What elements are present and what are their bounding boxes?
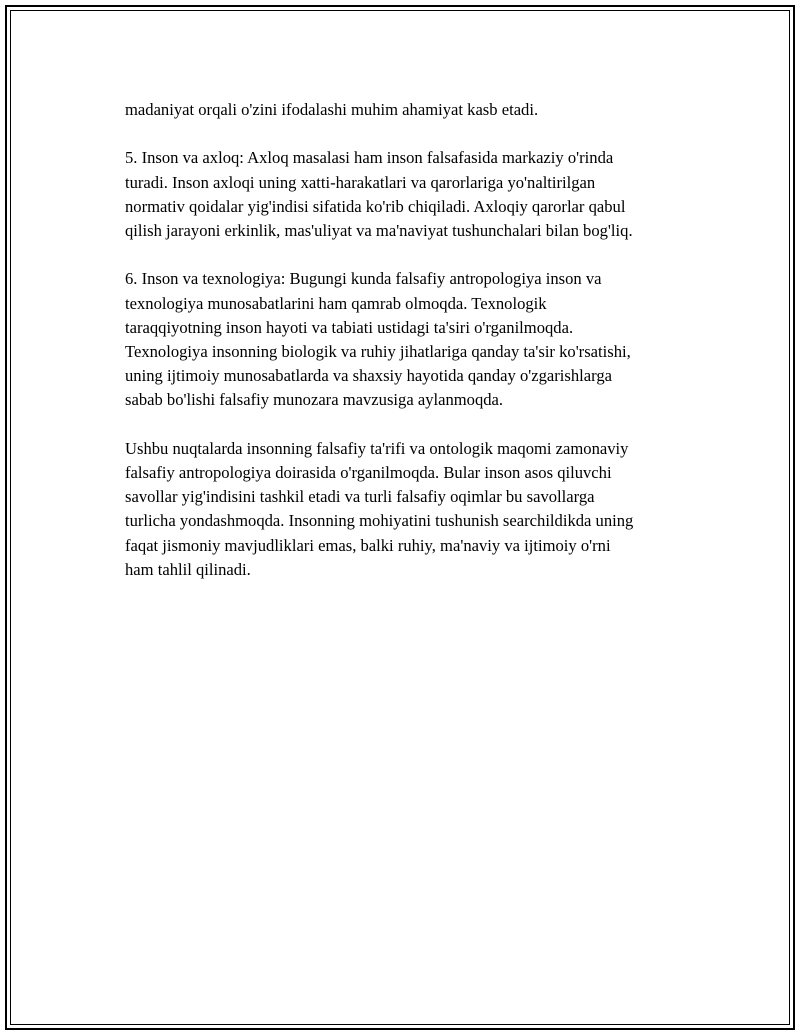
paragraph-technology: 6. Inson va texnologiya: Bugungi kunda falsafiy antropologiya inson va texnologiya munosabatlarini ham qamrab olmoqda. Texnologik taraqqiyotning inson hayoti va tabiati ustidagi ta'siri o'rganilmoqda. Texnologiya insonning biologik va ruhiy jihatlariga qanday ta'sir ko'rsatishi, uning ijtimoiy munosabatlarda va shaxsiy hayotida qanday o'zgarishlarga sabab bo'lishi falsafiy munozara mavzusiga aylanmoqda. xyxy=(125,269,631,410)
document-body xyxy=(125,98,695,606)
paragraph-conclusion: Ushbu nuqtalarda insonning falsafiy ta'rifi va ontologik maqomi zamonaviy falsafiy antropologiya doirasida o'rganilmoqda. Bular inson asos qiluvchi savollar yig'indisini tashkil etadi va turli falsafiy oqimlar bu savollarga turlicha yondashmoqda. Insonning mohiyatini tushunish searchildikda uning faqat jismoniy mavjudliklari emas, balki ruhiy, ma'naviy va ijtimoiy o'rni ham tahlil qilinadi. xyxy=(125,438,634,579)
paragraph-continuation: madaniyat orqali o'zini ifodalashi muhim ahamiyat kasb etadi. xyxy=(125,100,539,119)
page-frame xyxy=(5,5,795,1030)
paragraph-ethics: 5. Inson va axloq: Axloq masalasi ham inson falsafasida markaziy o'rinda turadi. Inson axloqi uning xatti-harakatlari va qarorlariga yo'naltirilgan normativ qoidalar yig'indisi sifatida ko'rib chiqiladi. Axloqiy qarorlar qabul qilish jarayoni erkinlik, mas'uliyat va ma'naviyat tushunchalari bilan bog'liq. xyxy=(125,148,633,240)
